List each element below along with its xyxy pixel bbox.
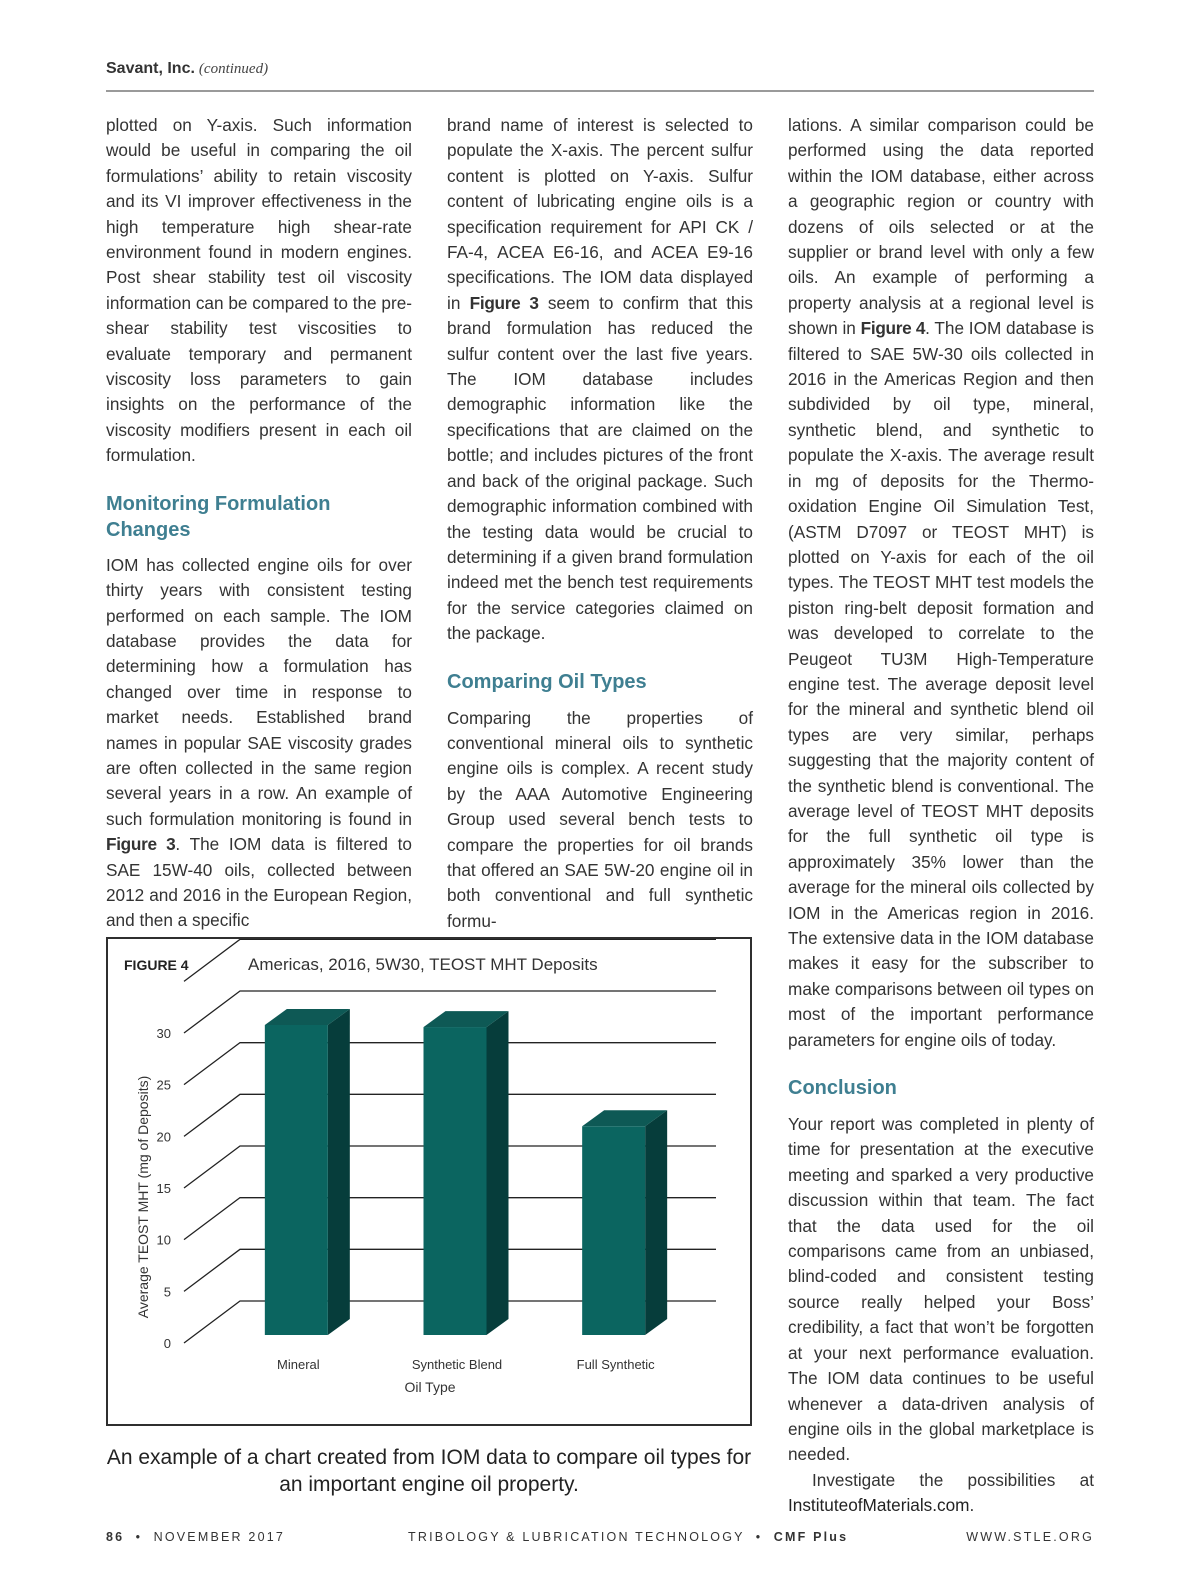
bar-front bbox=[582, 1126, 645, 1335]
column-3 bbox=[788, 113, 1094, 1519]
col2-p1-text-b: seem to confirm that this brand formulation has reduced the sulfur content over the last five years. The IOM database includes demographic information like the specifications that are claimed on the bottle; and includes pictures of the front and back of the original package. Such demographic information combined with the testing data would be crucial to determining if a given brand formulation indeed met the bench test requirements for the service categories claimed on the package. bbox=[447, 292, 753, 644]
chart-labels bbox=[157, 1026, 656, 1372]
bar-chart bbox=[108, 939, 750, 1424]
footer-bullet: • bbox=[755, 1530, 763, 1544]
figure-3-reference: Figure 3 bbox=[469, 292, 539, 313]
figure-caption: An example of a chart created from IOM data to compare oil types for an important engine oil property. bbox=[106, 1446, 752, 1496]
col2-paragraph-1 bbox=[447, 113, 753, 647]
y-axis-label: Average TEOST MHT (mg of Deposits) bbox=[135, 1075, 151, 1319]
bar-side bbox=[328, 1009, 350, 1335]
figure-4-reference: Figure 4 bbox=[860, 318, 926, 339]
column-2 bbox=[447, 113, 753, 934]
journal-name: TRIBOLOGY & LUBRICATION TECHNOLOGY bbox=[408, 1530, 745, 1544]
heading-conclusion: Conclusion bbox=[788, 1077, 897, 1100]
issue-date: NOVEMBER 2017 bbox=[153, 1530, 286, 1544]
footer-left bbox=[106, 1530, 285, 1544]
page-footer bbox=[106, 1530, 1094, 1550]
y-tick-label: 15 bbox=[156, 1181, 171, 1196]
col1-p2-text-b: . The IOM data is filtered to SAE 15W-40 oils, collected between 2012 and 2016 in the European Region, and then a specific bbox=[106, 834, 412, 931]
column-1 bbox=[106, 113, 412, 934]
x-axis-label: Oil Type bbox=[404, 1379, 456, 1395]
footer-center bbox=[408, 1530, 848, 1544]
bar-side bbox=[645, 1110, 667, 1335]
col3-paragraph-2: Your report was completed in plenty of time for presentation at the executive meeting and sparked a very productive discussion within that team. The fact that the data used for the oil comparisons came from an unbiased, blind-coded and consistent testing source really helped your Boss’ credibility, a fact that won’t be forgotten at your next performance evaluation. The IOM data continues to be useful whenever a data-driven analysis of engine oils in the global marketplace is needed. bbox=[788, 1114, 1094, 1465]
heading-comparing-oil-types: Comparing Oil Types bbox=[447, 670, 647, 693]
col2-paragraph-2: Comparing the properties of conventional mineral oils to synthetic engine oils is complex. A recent study by the AAA Automotive Engineering Group used several bench tests to compare the properties for oil brands that offered an SAE 5W-20 engine oil in both conventional and full synthetic formu- bbox=[447, 707, 753, 931]
supplement-name: CMF Plus bbox=[773, 1530, 849, 1544]
figure-label: FIGURE 4 bbox=[124, 957, 189, 973]
col1-paragraph-1: plotted on Y-axis. Such information would be useful in comparing the oil formulations’ ability to retain viscosity and its VI improver effectiveness in the high temperature high shear-rate environment found in modern engines. Post shear stability test oil viscosity information can be compared to the pre-shear stability test viscosities to evaluate temporary and permanent viscosity loss parameters to gain insights on the performance of the viscosity modifiers present in each oil formulation. bbox=[106, 115, 412, 466]
bar-synthetic-blend bbox=[424, 1011, 509, 1335]
page-number: 86 bbox=[106, 1530, 125, 1544]
header-continued: (continued) bbox=[198, 61, 269, 77]
y-tick-label: 10 bbox=[156, 1232, 171, 1248]
bar-full-synthetic bbox=[582, 1110, 667, 1335]
bar-mineral bbox=[265, 1009, 350, 1335]
x-category-label: Full Synthetic bbox=[576, 1357, 655, 1372]
bar-front bbox=[265, 1025, 328, 1335]
chart-bars bbox=[265, 1009, 667, 1335]
figure-4-box bbox=[106, 937, 752, 1426]
y-tick-label: 20 bbox=[156, 1129, 171, 1145]
col3-p1-text-a: lations. A similar comparison could be performed using the data reported within the IOM database, either across a geographic region or country with dozens of oils selected or at the supplier or brand level with only a few oils. An example of performing a property analysis at a regional level is shown in bbox=[788, 115, 1094, 339]
y-tick-label: 25 bbox=[156, 1077, 171, 1093]
col3-p3-period: . bbox=[969, 1495, 975, 1516]
y-tick-label: 30 bbox=[156, 1026, 171, 1041]
header-org: Savant, Inc. bbox=[106, 60, 195, 77]
heading-monitoring-formulation-changes: Monitoring Formulation Changes bbox=[106, 492, 331, 541]
col1-p2-text-a: IOM has collected engine oils for over thirty years with consistent testing performed on each sample. The IOM database provides the data for determining how a formulation has changed over time in response to market needs. Established brand names in popular SAE viscosity grades are often collected in the same region several years in a row. An example of such formulation monitoring is found in bbox=[106, 554, 412, 829]
col3-paragraph-3 bbox=[788, 1468, 1094, 1519]
y-tick-label: 0 bbox=[163, 1336, 171, 1351]
footer-bullet: • bbox=[135, 1530, 143, 1544]
col1-paragraph-2 bbox=[106, 553, 412, 934]
website[interactable]: WWW.STLE.ORG bbox=[966, 1530, 1094, 1544]
y-tick-label: 5 bbox=[163, 1284, 171, 1300]
x-category-label: Synthetic Blend bbox=[411, 1357, 503, 1372]
running-header bbox=[106, 60, 1094, 92]
col2-p1-text-a: brand name of interest is selected to populate the X-axis. The percent sulfur content is plotted on Y-axis. Sulfur content of lubricating engine oils is a specification requirement for API CK / FA-4, ACEA E6-16, and ACEA E9-16 specifications. The IOM data displayed in bbox=[447, 115, 753, 313]
figure-3-reference: Figure 3 bbox=[106, 834, 176, 855]
bar-side bbox=[487, 1011, 509, 1335]
bar-front bbox=[424, 1027, 487, 1335]
col3-p1-text-b: . The IOM database is filtered to SAE 5W-30 oils collected in 2016 in the Americas Region and then subdivided by oil type, mineral, synthetic blend, and synthetic to populate the X-axis. The average result in mg of deposits for the Thermo-oxidation Engine Oil Simulation Test, (ASTM D7097 or TEOST MHT) is plotted on Y-axis for each of the oil types. The TEOST MHT test models the piston ring-belt deposit formation and was developed to correlate to the Peugeot TU3M High-Temperature engine test. The average deposit level for the mineral and synthetic blend oil types are very similar, perhaps suggesting that the majority content of the synthetic blend is conventional. The average level of TEOST MHT deposits for the full synthetic oil type is approximately 35% lower than the average for the mineral oils collected by IOM in the Americas region in 2016. The extensive data in the IOM database makes it easy for the subscriber to make comparisons between oil types on most of the important performance parameters for engine oils of today. bbox=[788, 318, 1094, 1050]
col3-p3-text: Investigate the possibilities at bbox=[812, 1469, 1094, 1490]
iom-website-link[interactable]: InstituteofMaterials.com bbox=[788, 1495, 970, 1516]
col3-paragraph-1 bbox=[788, 113, 1094, 1053]
x-category-label: Mineral bbox=[277, 1357, 320, 1372]
chart-title: Americas, 2016, 5W30, TEOST MHT Deposits bbox=[248, 955, 598, 974]
